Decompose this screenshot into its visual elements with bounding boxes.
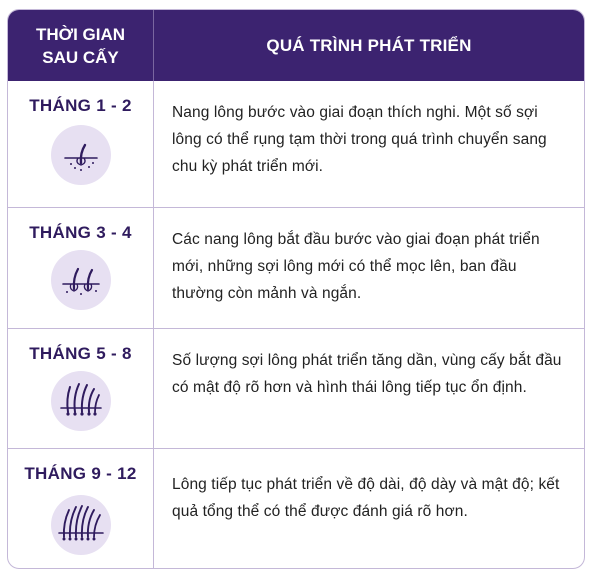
- follicle-several-hairs-icon: [51, 371, 111, 431]
- month-label: THÁNG 9 - 12: [24, 464, 137, 483]
- header-col1-line2: SAU CẤY: [42, 47, 119, 67]
- description-cell: Nang lông bước vào giai đoạn thích nghi. Một số sợi lông có thể rụng tạm thời trong quá trình chuyển sang chu kỳ phát triển mới.: [172, 104, 547, 175]
- header-time-after-transplant: [8, 10, 154, 81]
- month-cell: [8, 449, 154, 569]
- header-growth-process: QUÁ TRÌNH PHÁT TRIỂN: [266, 35, 472, 55]
- table-row: [8, 449, 584, 569]
- table-row: [8, 81, 584, 207]
- description-cell: Lông tiếp tục phát triển về độ dài, độ dày và mật độ; kết quả tổng thể có thể được đánh giá rõ hơn.: [172, 476, 560, 520]
- description-cell: Số lượng sợi lông phát triển tăng dần, vùng cấy bắt đầu có mật độ rõ hơn và hình thái lông tiếp tục ổn định.: [172, 352, 562, 396]
- follicle-two-hairs-icon: [51, 250, 111, 310]
- follicle-dense-hairs-icon: [51, 495, 111, 555]
- month-label: THÁNG 1 - 2: [29, 96, 132, 115]
- header-col1-line1: THỜI GIAN: [35, 24, 126, 44]
- follicle-single-hair-icon: [51, 125, 111, 185]
- month-label: THÁNG 5 - 8: [29, 344, 132, 363]
- table-row: [8, 329, 584, 448]
- table-header: [8, 10, 584, 81]
- month-label: THÁNG 3 - 4: [29, 223, 132, 242]
- month-cell: [8, 208, 154, 328]
- month-cell: [8, 329, 154, 448]
- description-cell: Các nang lông bắt đầu bước vào giai đoạn phát triển mới, những sợi lông mới có thể mọc lên, ban đầu thường còn mảnh và ngắn.: [172, 231, 540, 302]
- table-row: [8, 208, 584, 328]
- month-cell: [8, 81, 154, 207]
- hair-growth-timeline-table: [7, 9, 585, 569]
